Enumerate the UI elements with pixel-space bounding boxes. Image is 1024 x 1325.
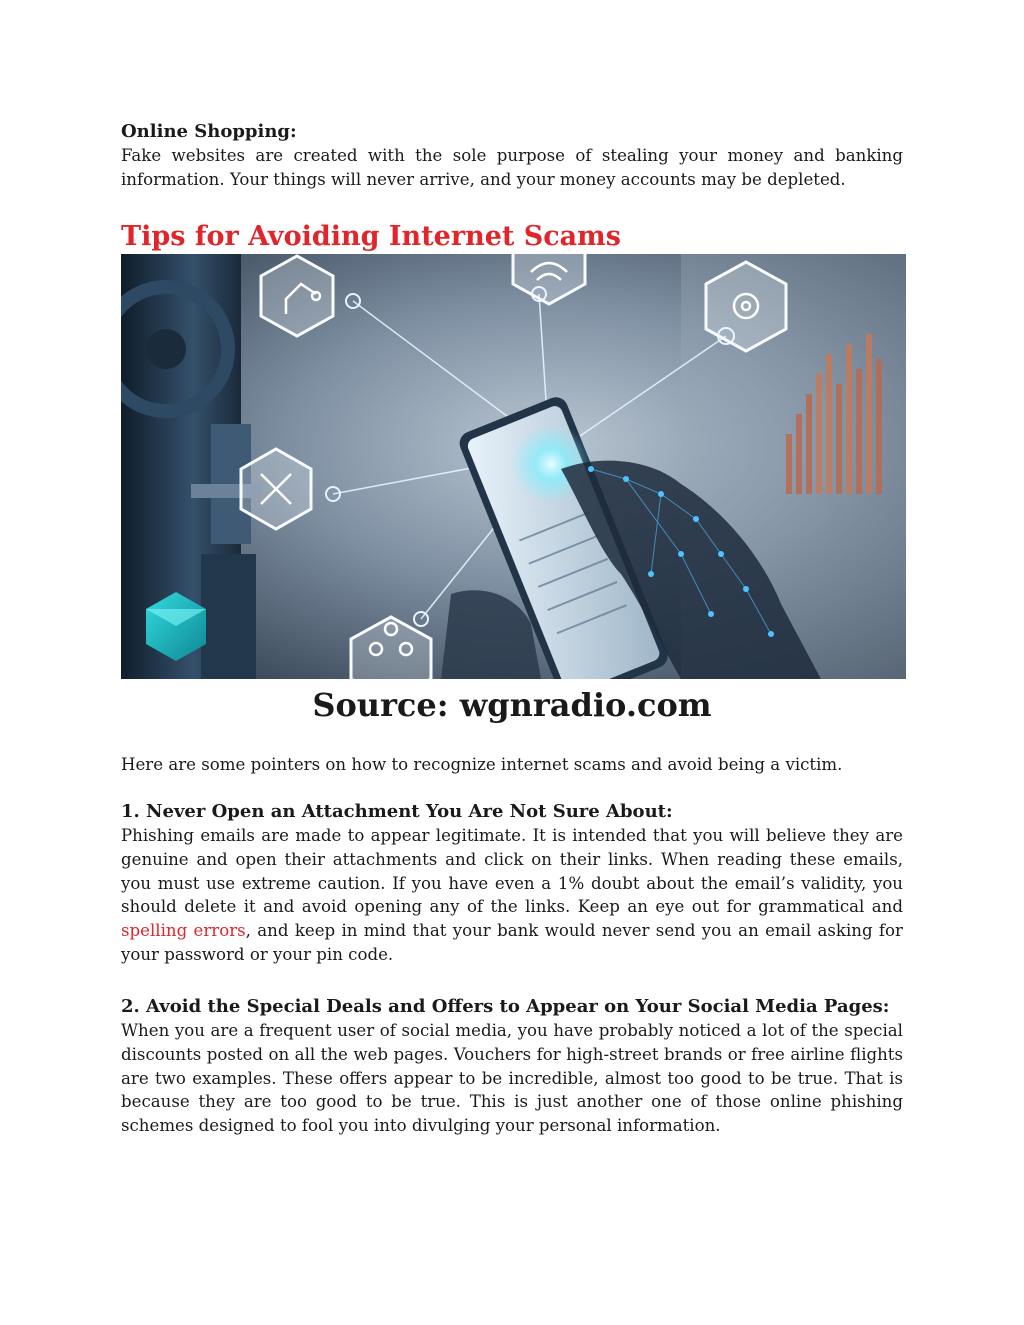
online-shopping-heading: Online Shopping: <box>121 121 297 142</box>
tip-1-section <box>121 800 903 967</box>
tip-1-body <box>121 824 903 967</box>
tip-1-heading: 1. Never Open an Attachment You Are Not Sure About: <box>121 801 673 822</box>
intro-paragraph: Here are some pointers on how to recognize internet scams and avoid being a victim. <box>121 755 843 774</box>
hero-image <box>121 254 906 679</box>
spelling-errors-link[interactable]: spelling errors <box>121 921 246 941</box>
tip-1-body-end: , and keep in mind that your bank would never send you an email asking for your password or your pin code. <box>121 921 903 964</box>
online-shopping-body: Fake websites are created with the sole purpose of stealing your money and banking information. Your things will never arrive, and your money accounts may be depleted. <box>121 146 903 189</box>
tip-1-body-start: Phishing emails are made to appear legitimate. It is intended that you will believe they are genuine and open their attachments and click on their links. When reading these emails, you must use extreme caution. If you have even a 1% doubt about the email’s validity, you should delete it and avoid opening any of the links. Keep an eye out for grammatical and <box>121 826 903 917</box>
tip-2-section <box>121 995 903 1138</box>
tip-2-body: When you are a frequent user of social media, you have probably noticed a lot of the special discounts posted on all the web pages. Vouchers for high-street brands or free airline flights are two examples. These offers appear to be incredible, almost too good to be true. That is because they are too good to be true. This is just another one of those online phishing schemes designed to fool you into divulging your personal information. <box>121 1021 903 1136</box>
tips-title: Tips for Avoiding Internet Scams <box>121 221 621 252</box>
image-source-caption: Source: wgnradio.com <box>312 686 712 724</box>
tip-2-heading: 2. Avoid the Special Deals and Offers to Appear on Your Social Media Pages: <box>121 996 890 1017</box>
online-shopping-section <box>121 120 903 192</box>
